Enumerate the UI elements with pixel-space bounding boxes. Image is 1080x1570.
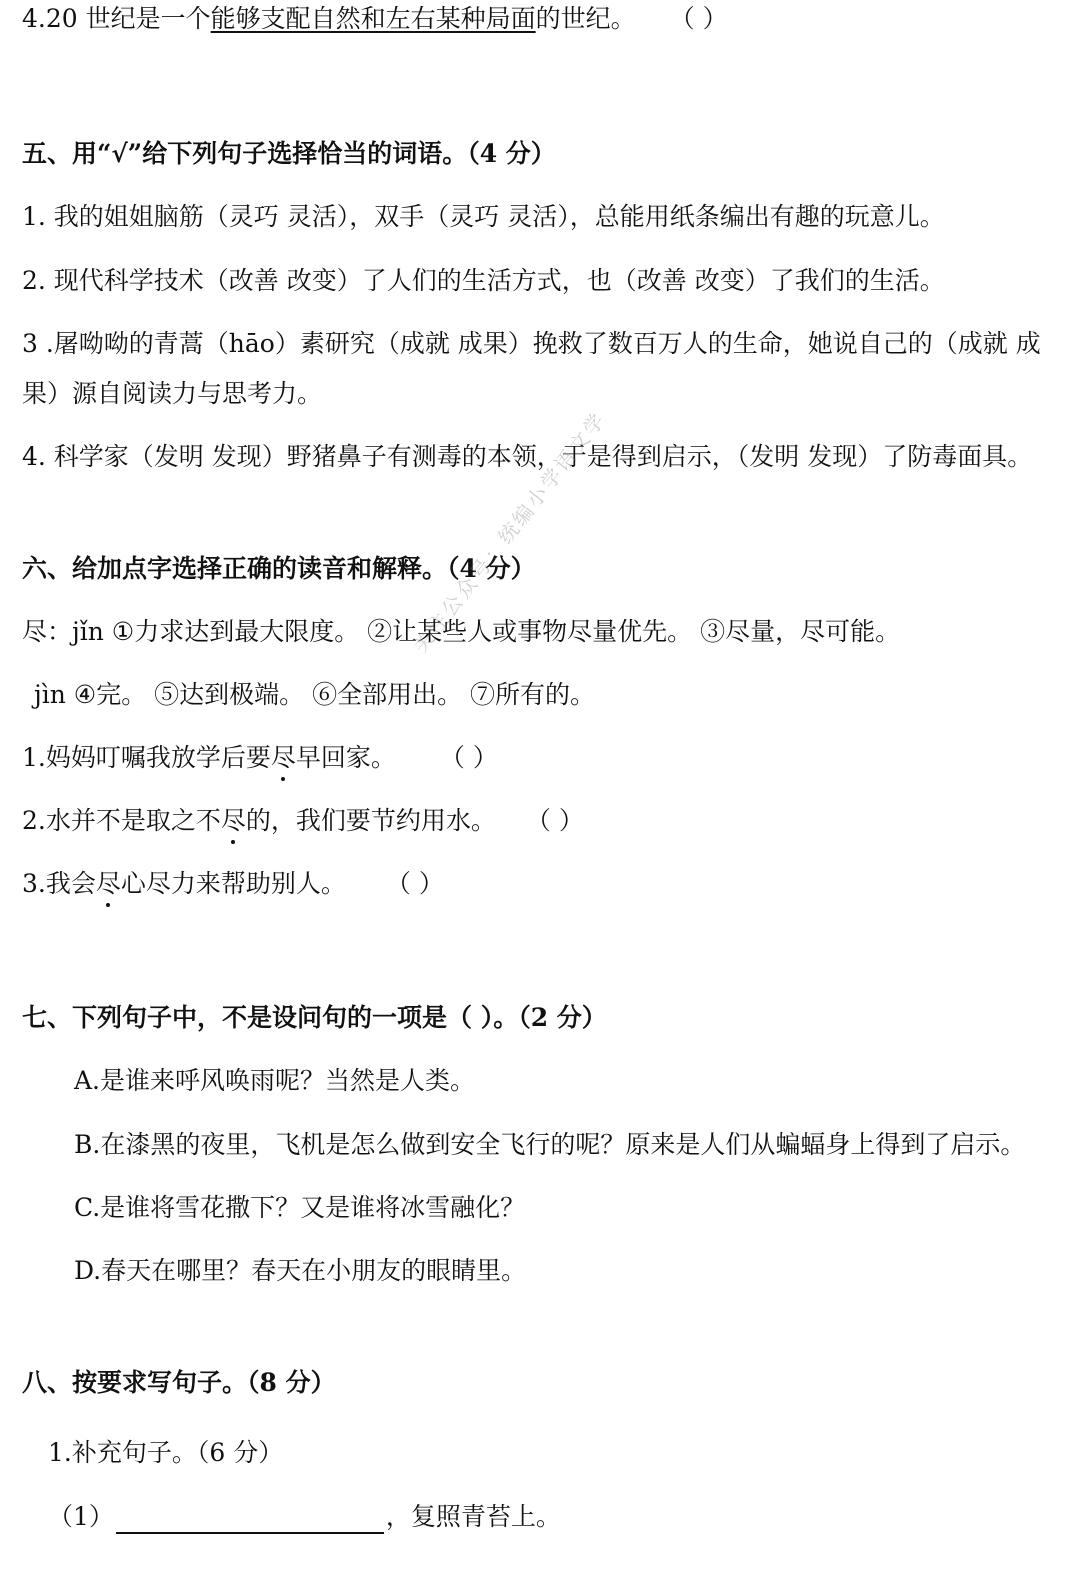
section-6-heading: 六、给加点字选择正确的读音和解释。（4 分） — [22, 554, 536, 583]
question-text-pre: 世纪是一个 — [77, 4, 211, 33]
option-a[interactable]: A.是谁来呼风唤雨呢？当然是人类。 — [74, 1066, 476, 1095]
section-8-heading: 八、按要求写句子。（8 分） — [22, 1368, 336, 1397]
section-7-heading: 七、下列句子中，不是设问句的一项是（ ）。（2 分） — [22, 1003, 607, 1032]
item-text-post: 心尽力来帮助别人。 — [120, 869, 346, 898]
section-5-heading: 五、用“√”给下列句子选择恰当的词语。（4 分） — [22, 139, 556, 168]
definition-jin4: jìn ④完。 ⑤达到极端。 ⑥全部用出。 ⑦所有的。 — [34, 680, 596, 709]
answer-parentheses[interactable]: （ ） — [385, 869, 444, 898]
underlined-phrase: 能够支配自然和左右某种局面 — [210, 4, 536, 33]
section-5-item-3-cont: 果）源自阅读力与思考力。 — [22, 379, 323, 408]
dotted-char: 尽 — [96, 867, 121, 901]
section-6-item-3 — [22, 867, 444, 901]
definition-jin3: 尽：jǐn ①力求达到最大限度。 ②让某些人或事物尽量优先。 ③尽量，尽可能。 — [22, 617, 901, 646]
section-5-item-3: 3 .屠呦呦的青蒿（hāo）素研究（成就 成果）挽救了数百万人的生命，她说自己的（成就 成 — [22, 329, 1041, 358]
answer-parentheses[interactable]: （ ） — [439, 743, 498, 772]
question-4-20 — [22, 2, 728, 36]
section-6-item-1 — [22, 741, 498, 775]
option-d[interactable]: D.春天在哪里？春天在小朋友的眼睛里。 — [74, 1256, 527, 1285]
option-b[interactable]: B.在漆黑的夜里，飞机是怎么做到安全飞行的呢？原来是人们从蝙蝠身上得到了启示。 — [74, 1130, 1026, 1159]
item-number: （1） — [48, 1502, 114, 1531]
dotted-char: 尽 — [271, 741, 296, 775]
section-5-item-2: 2. 现代科学技术（改善 改变）了人们的生活方式，也（改善 改变）了我们的生活。 — [22, 266, 945, 295]
item-text-pre: 1.妈妈叮嘱我放学后要 — [22, 743, 271, 772]
section-5-item-4: 4. 科学家（发明 发现）野猪鼻子有测毒的本领，于是得到启示，（发明 发现）了防毒面具。 — [22, 442, 1033, 471]
item-text-pre: 2.水并不是取之不 — [22, 806, 221, 835]
dotted-char: 尽 — [221, 804, 246, 838]
section-6-item-2 — [22, 804, 584, 838]
option-c[interactable]: C.是谁将雪花撒下？又是谁将冰雪融化？ — [74, 1193, 526, 1222]
section-5-item-1: 1. 我的姐姐脑筋（灵巧 灵活），双手（灵巧 灵活），总能用纸条编出有趣的玩意儿。 — [22, 202, 945, 231]
item-text-post: 的，我们要节约用水。 — [245, 806, 496, 835]
answer-parentheses[interactable]: （ ） — [525, 806, 584, 835]
answer-parentheses[interactable]: （ ） — [669, 4, 728, 33]
section-8-item-1 — [48, 1500, 561, 1534]
question-number: 4.20 — [22, 4, 78, 33]
question-text-post: 的世纪。 — [535, 4, 636, 33]
fill-blank[interactable] — [116, 1506, 384, 1534]
item-text-post: ，复照青苔上。 — [385, 1502, 561, 1531]
item-text-post: 早回家。 — [295, 743, 396, 772]
item-text-pre: 3.我会 — [22, 869, 96, 898]
section-8-sub-1: 1.补充句子。（6 分） — [48, 1438, 284, 1467]
watermark: 关注公众号：统编小学语文学 — [408, 406, 612, 658]
